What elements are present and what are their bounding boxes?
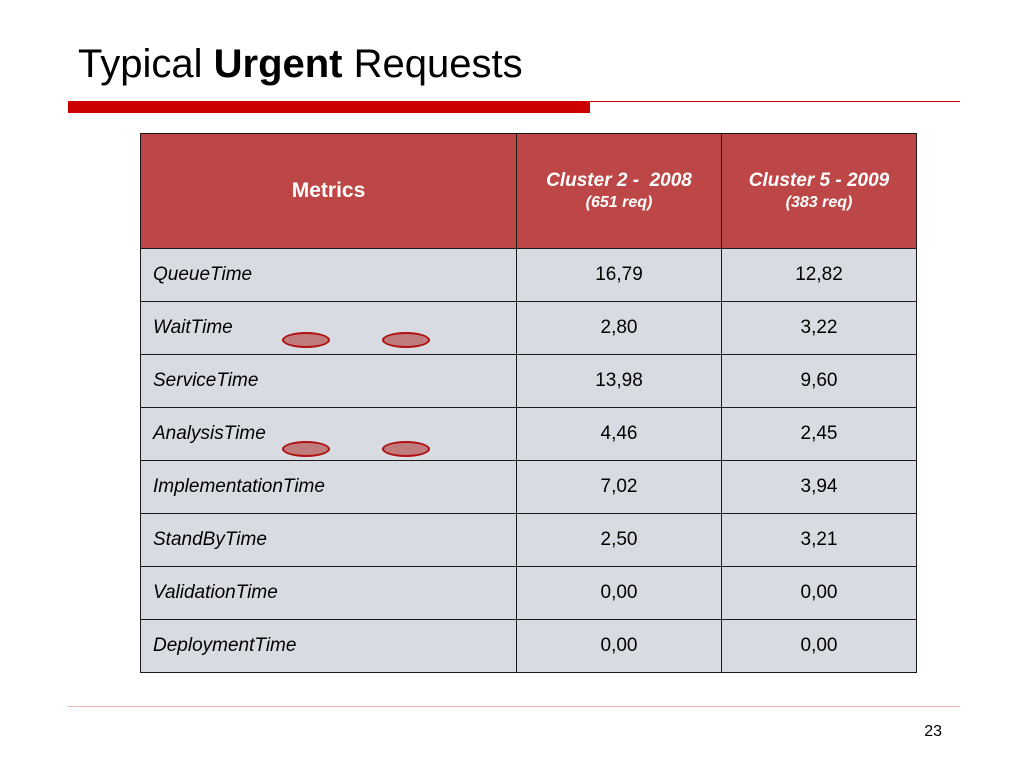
title-bold: Urgent (213, 42, 343, 86)
cluster-2009-header (722, 134, 917, 249)
table-row (141, 355, 917, 408)
footer-divider (68, 706, 960, 707)
value-2008: 0,00 (517, 620, 722, 673)
value-2009: 3,21 (722, 514, 917, 567)
page-number: 23 (924, 723, 942, 740)
table-row (141, 620, 917, 673)
table-row (141, 514, 917, 567)
table-row (141, 302, 917, 355)
metric-name: ValidationTime (141, 567, 517, 620)
table-row (141, 249, 917, 302)
value-2008: 2,50 (517, 514, 722, 567)
value-2009: 3,94 (722, 461, 917, 514)
value-2009: 12,82 (722, 249, 917, 302)
value-2008: 7,02 (517, 461, 722, 514)
cluster-2008-title: Cluster 2 - 2008 (546, 170, 692, 191)
title-underline-thick (68, 101, 590, 113)
highlight-oval-marker (282, 332, 330, 348)
metric-name: ImplementationTime (141, 461, 517, 514)
title-part2: Requests (342, 42, 523, 86)
slide-title (78, 42, 523, 86)
value-2009: 0,00 (722, 620, 917, 673)
metric-name: StandByTime (141, 514, 517, 567)
value-2009: 0,00 (722, 567, 917, 620)
metric-name: ServiceTime (141, 355, 517, 408)
highlight-oval-marker (382, 441, 430, 457)
value-2009: 9,60 (722, 355, 917, 408)
title-part1: Typical (78, 42, 214, 86)
cluster-2008-header (517, 134, 722, 249)
metric-name: AnalysisTime (141, 408, 517, 461)
metric-name: DeploymentTime (141, 620, 517, 673)
table-header-row (141, 134, 917, 249)
value-2008: 2,80 (517, 302, 722, 355)
value-2008: 16,79 (517, 249, 722, 302)
value-2008: 4,46 (517, 408, 722, 461)
table-row (141, 461, 917, 514)
metrics-table (140, 133, 917, 673)
value-2008: 13,98 (517, 355, 722, 408)
highlight-oval-marker (282, 441, 330, 457)
table-row (141, 567, 917, 620)
title-underline-thin (590, 101, 960, 102)
value-2009: 2,45 (722, 408, 917, 461)
metrics-header: Metrics (141, 134, 517, 249)
highlight-oval-marker (382, 332, 430, 348)
cluster-2008-subtitle: (651 req) (585, 194, 653, 211)
metric-name: QueueTime (141, 249, 517, 302)
cluster-2009-title: Cluster 5 - 2009 (748, 170, 890, 191)
metric-name: WaitTime (141, 302, 517, 355)
value-2009: 3,22 (722, 302, 917, 355)
value-2008: 0,00 (517, 567, 722, 620)
table-row (141, 408, 917, 461)
cluster-2009-subtitle: (383 req) (785, 194, 853, 211)
